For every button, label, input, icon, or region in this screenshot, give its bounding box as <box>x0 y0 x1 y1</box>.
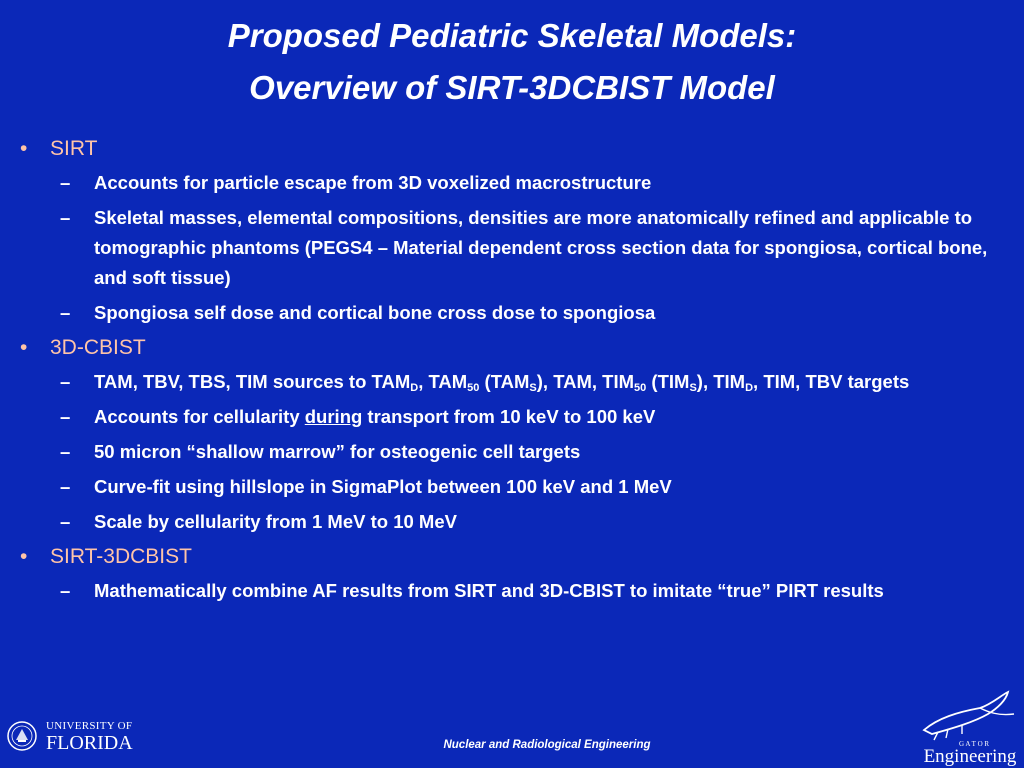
bullet-3d-cbist <box>12 333 1012 363</box>
sub-item <box>12 507 1012 537</box>
dash-mark: – <box>60 406 71 427</box>
sub-item-text: 50 micron “shallow marrow” for osteogenic cell targets <box>94 441 581 462</box>
sub-item-text: Spongiosa self dose and cortical bone cross dose to spongiosa <box>94 302 656 323</box>
title-line-1: Proposed Pediatric Skeletal Models: <box>227 17 797 54</box>
bullet-label: SIRT-3DCBIST <box>50 545 192 568</box>
bullet-mark: • <box>20 137 28 160</box>
slide-title <box>0 10 1024 114</box>
dash-mark: – <box>60 172 71 193</box>
sub-item-text: TAM, TBV, TBS, TIM sources to $TAM_D$, $TAM_{50}$ $(TAM_S)$, TAM, $TIM_{50}$ $(TIM_S)$, $TIM_D$, TIM, TBV targets <box>94 371 910 394</box>
sub-item-text: Curve-fit using hillslope in SigmaPlot between 100 keV and 1 MeV <box>94 476 672 497</box>
sub-item <box>12 472 1012 502</box>
uf-seal-icon <box>6 720 38 752</box>
sub-item <box>12 298 1012 328</box>
bullet-mark: • <box>20 545 28 568</box>
sub-item <box>12 402 1012 432</box>
sub-item-text: Skeletal masses, elemental compositions, densities are more anatomically refined and applicable to tomographic phantoms (PEGS4 – Material dependent cross section data for spongiosa, cortical bone, and soft tissue) <box>94 207 988 288</box>
bullet-sirt <box>12 134 1012 164</box>
gator-engineering-logo <box>918 688 1022 766</box>
dash-mark: – <box>60 371 71 392</box>
dash-mark: – <box>60 441 71 462</box>
gator-small-text: G A T O R <box>958 740 990 748</box>
sub-item-text: Accounts for cellularity during transport from 10 keV to 100 keV <box>94 406 656 427</box>
uf-logo-top: UNIVERSITY OF <box>46 720 133 732</box>
title-line-2: Overview of SIRT-3DCBIST Model <box>249 69 775 106</box>
dash-mark: – <box>60 302 71 323</box>
sub-item-text: Scale by cellularity from 1 MeV to 10 MeV <box>94 511 457 532</box>
bullet-sirt-3dcbist <box>12 542 1012 572</box>
university-of-florida-logo <box>6 720 156 756</box>
bullet-mark: • <box>20 336 28 359</box>
dash-mark: – <box>60 207 71 228</box>
slide-body <box>12 134 1012 611</box>
uf-logo-bottom: FLORIDA <box>46 732 133 754</box>
dash-mark: – <box>60 476 71 497</box>
emphasis-during: during <box>304 406 363 427</box>
bullet-label: SIRT <box>50 137 98 160</box>
sub-item <box>12 367 1012 397</box>
sub-item <box>12 168 1012 198</box>
sub-item <box>12 576 1012 606</box>
sub-item <box>12 203 1012 293</box>
dash-mark: – <box>60 511 71 532</box>
sub-item-text: Mathematically combine AF results from SIRT and 3D-CBIST to imitate “true” PIRT results <box>94 580 884 601</box>
sub-item-text: Accounts for particle escape from 3D voxelized macrostructure <box>94 172 652 193</box>
footer-text: Nuclear and Radiological Engineering <box>443 739 651 751</box>
dash-mark: – <box>60 580 71 601</box>
bullet-label: 3D-CBIST <box>50 336 146 359</box>
sub-item <box>12 437 1012 467</box>
gator-word-text: Engineering <box>923 746 1017 766</box>
